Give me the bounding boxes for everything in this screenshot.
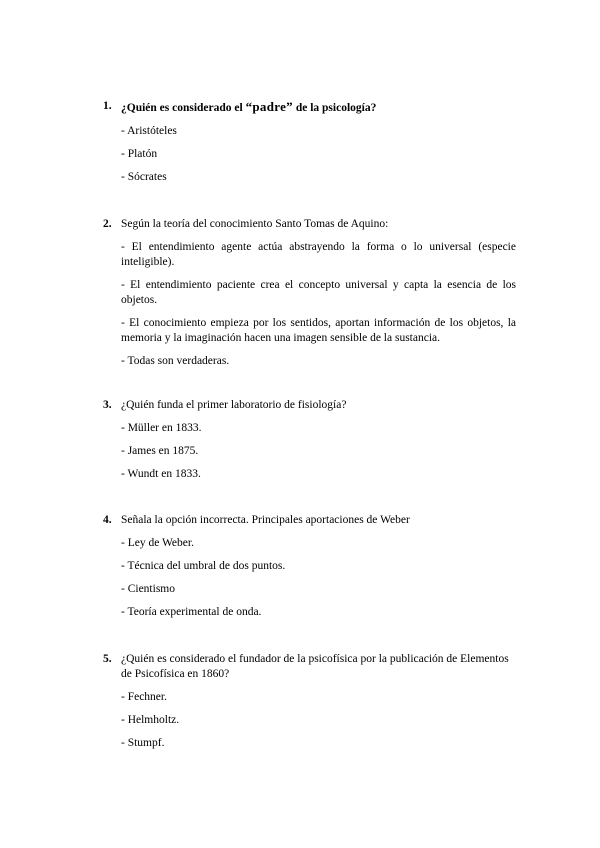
question-number: 1. [103,100,112,112]
answer-option: - Helmholtz. [121,714,180,726]
answer-option: - Teoría experimental de onda. [121,606,262,618]
answer-option: - Aristóteles [121,125,177,137]
answer-option: - Müller en 1833. [121,422,202,434]
question-header [103,99,516,116]
answer-option: - Ley de Weber. [121,537,194,549]
answer-option: - Wundt en 1833. [121,468,201,480]
answer-option: - Stumpf. [121,737,165,749]
answer-option: - Platón [121,148,158,160]
question-4 [103,513,516,620]
question-text: ¿Quién funda el primer laboratorio de fisiología? [121,399,347,411]
question-header [103,398,516,413]
question-text-part: ¿Quién es considerado el [121,102,246,114]
answer-option: - El entendimiento paciente crea el concepto universal y capta la esencia de los objetos. [121,279,516,306]
question-5 [103,652,516,751]
question-header [103,652,516,682]
question-text-emphasis: “padre” [245,99,293,114]
answer-option: - Cientismo [121,583,175,595]
question-header [103,513,516,528]
question-number: 2. [103,218,112,230]
answer-option: - Todas son verdaderas. [121,355,230,367]
question-number: 3. [103,399,112,411]
answer-option: - El conocimiento empieza por los sentidos, aportan información de los objetos, la memoria y la imaginación hacen una imagen sensible de la sustancia. [121,317,516,344]
question-text-part: de la psicología? [292,102,377,114]
answer-option: - James en 1875. [121,445,199,457]
question-number: 4. [103,514,112,526]
answer-option: - El entendimiento agente actúa abstrayendo la forma o lo universal (especie inteligible). [121,241,516,268]
answer-option: - Sócrates [121,171,167,183]
answer-option: - Fechner. [121,691,167,703]
question-1 [103,99,516,185]
question-number: 5. [103,653,112,665]
question-text [121,99,516,116]
question-text: ¿Quién es considerado el fundador de la psicofísica por la publicación de Elementos de Psicofísica en 1860? [121,653,509,680]
question-3 [103,398,516,482]
question-text: Según la teoría del conocimiento Santo Tomas de Aquino: [121,218,389,230]
answer-option: - Técnica del umbral de dos puntos. [121,560,286,572]
question-text: Señala la opción incorrecta. Principales aportaciones de Weber [121,514,410,526]
question-2 [103,217,516,369]
question-header [103,217,516,232]
